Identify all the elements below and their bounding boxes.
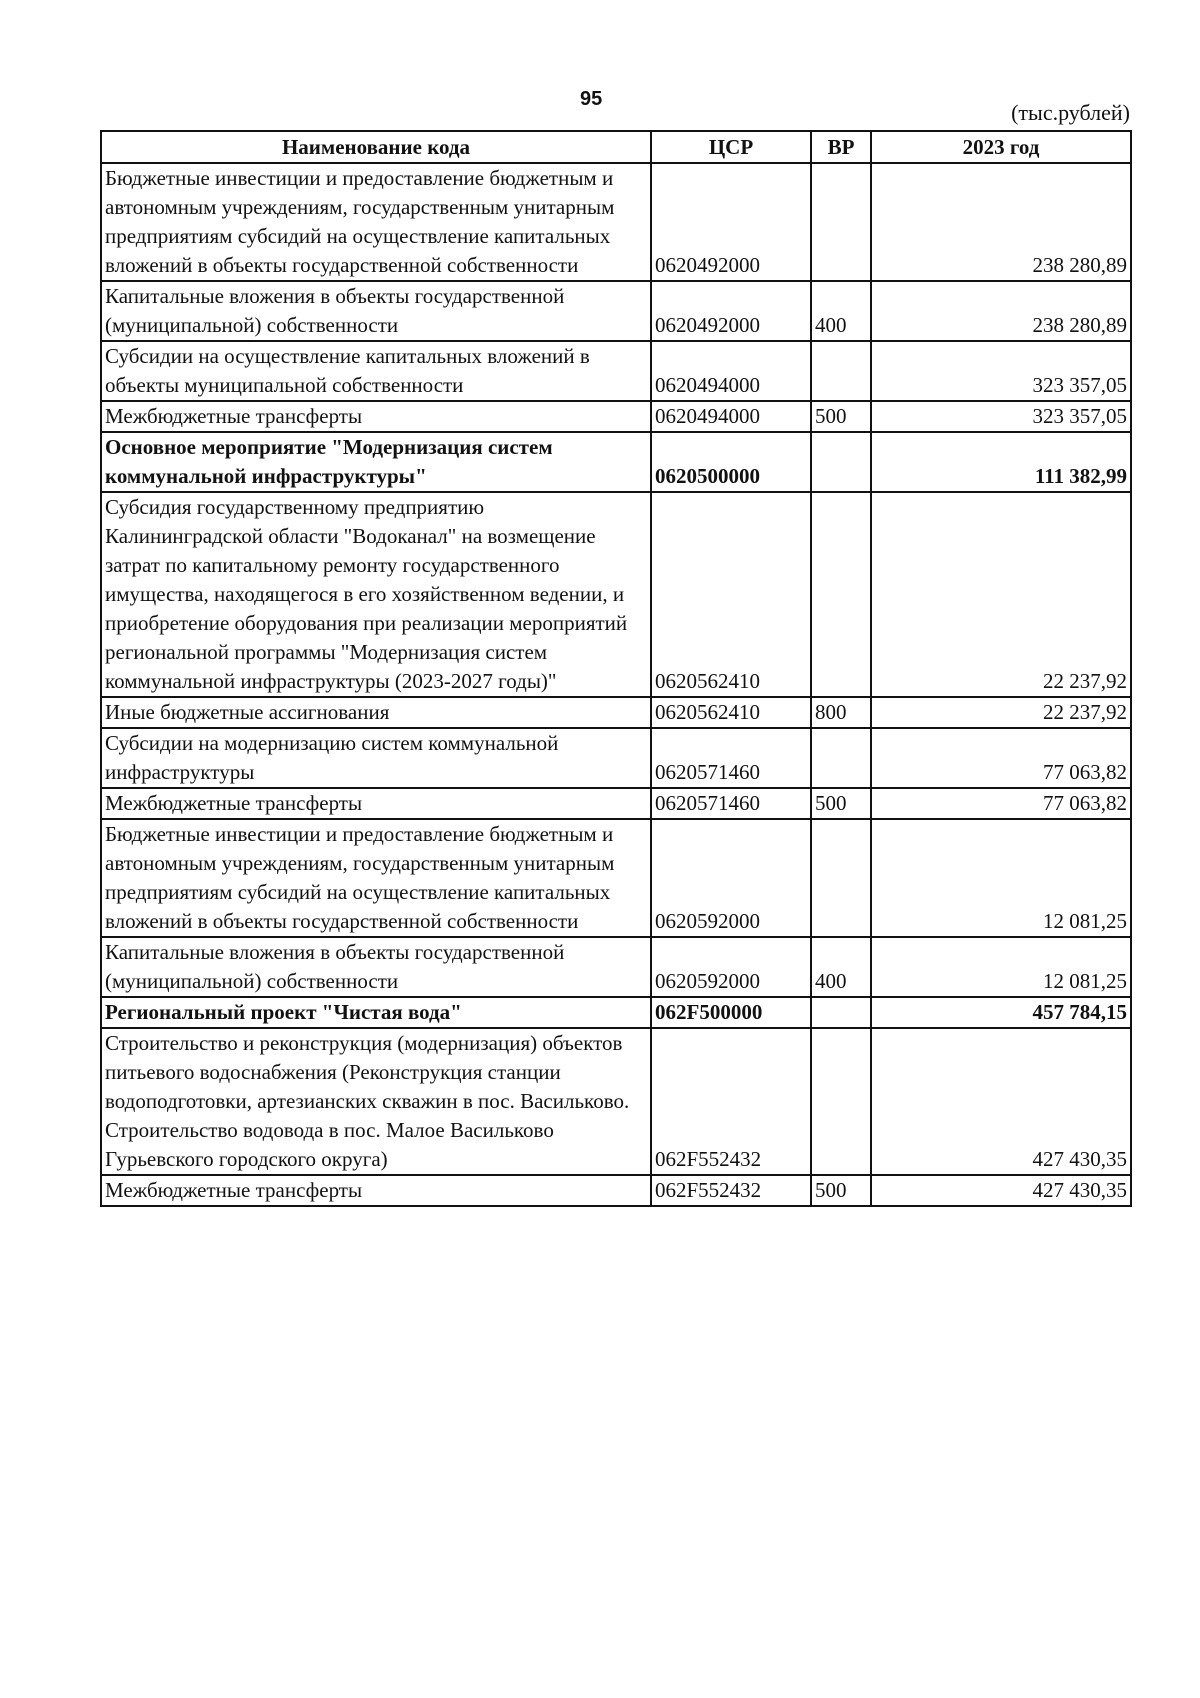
- row-vr: [811, 492, 871, 697]
- row-name: Межбюджетные трансферты: [101, 401, 651, 432]
- row-vr: 400: [811, 937, 871, 997]
- row-amount: 238 280,89: [871, 281, 1131, 341]
- row-csr: 062F552432: [651, 1175, 811, 1206]
- row-vr: 800: [811, 697, 871, 728]
- row-csr: 0620492000: [651, 163, 811, 281]
- row-amount: 77 063,82: [871, 728, 1131, 788]
- budget-table: [100, 130, 1132, 1207]
- row-csr: 0620571460: [651, 788, 811, 819]
- row-vr: 400: [811, 281, 871, 341]
- table-row: [101, 281, 1131, 341]
- table-row: [101, 492, 1131, 697]
- row-vr: [811, 163, 871, 281]
- row-csr: 062F500000: [651, 997, 811, 1028]
- table-row: [101, 697, 1131, 728]
- row-name: Иные бюджетные ассигнования: [101, 697, 651, 728]
- row-csr: 0620592000: [651, 937, 811, 997]
- table-row: [101, 432, 1131, 492]
- row-csr: 062F552432: [651, 1028, 811, 1175]
- row-amount: 12 081,25: [871, 819, 1131, 937]
- row-csr: 0620571460: [651, 728, 811, 788]
- row-vr: [811, 1028, 871, 1175]
- row-amount: 323 357,05: [871, 401, 1131, 432]
- row-vr: [811, 819, 871, 937]
- row-name: Бюджетные инвестиции и предоставление бюджетным и автономным учреждениям, государственным унитарным предприятиям субсидий на осуществление капитальных вложений в объекты государственной собственности: [101, 819, 651, 937]
- table-row: [101, 163, 1131, 281]
- row-amount: 22 237,92: [871, 492, 1131, 697]
- row-csr: 0620494000: [651, 341, 811, 401]
- table-row: [101, 401, 1131, 432]
- row-csr: 0620494000: [651, 401, 811, 432]
- row-vr: [811, 341, 871, 401]
- row-name: Субсидии на модернизацию систем коммунальной инфраструктуры: [101, 728, 651, 788]
- page-number: 95: [580, 88, 603, 110]
- row-name: Межбюджетные трансферты: [101, 788, 651, 819]
- table-row: [101, 1175, 1131, 1206]
- row-csr: 0620500000: [651, 432, 811, 492]
- table-row: [101, 728, 1131, 788]
- row-csr: 0620492000: [651, 281, 811, 341]
- row-amount: 457 784,15: [871, 997, 1131, 1028]
- row-name: Капитальные вложения в объекты государственной (муниципальной) собственности: [101, 281, 651, 341]
- table-row: [101, 788, 1131, 819]
- header-year: 2023 год: [871, 131, 1131, 163]
- row-name: Бюджетные инвестиции и предоставление бюджетным и автономным учреждениям, государственным унитарным предприятиям субсидий на осуществление капитальных вложений в объекты государственной собственности: [101, 163, 651, 281]
- row-amount: 22 237,92: [871, 697, 1131, 728]
- table-row: [101, 997, 1131, 1028]
- table-row: [101, 937, 1131, 997]
- table-row: [101, 819, 1131, 937]
- row-vr: 500: [811, 788, 871, 819]
- row-vr: 500: [811, 1175, 871, 1206]
- row-amount: 77 063,82: [871, 788, 1131, 819]
- row-csr: 0620562410: [651, 697, 811, 728]
- row-name: Субсидии на осуществление капитальных вложений в объекты муниципальной собственности: [101, 341, 651, 401]
- row-name: Межбюджетные трансферты: [101, 1175, 651, 1206]
- row-name: Региональный проект "Чистая вода": [101, 997, 651, 1028]
- table-row: [101, 1028, 1131, 1175]
- row-vr: [811, 432, 871, 492]
- row-name: Строительство и реконструкция (модернизация) объектов питьевого водоснабжения (Реконструкция станции водоподготовки, артезианских скважин в пос. Васильково. Строительство водовода в пос. Малое Васильково Гурьевского городского округа): [101, 1028, 651, 1175]
- units-label: (тыс.рублей): [1011, 100, 1130, 125]
- row-vr: [811, 728, 871, 788]
- header-name: Наименование кода: [101, 131, 651, 163]
- header-vr: ВР: [811, 131, 871, 163]
- row-name: Капитальные вложения в объекты государственной (муниципальной) собственности: [101, 937, 651, 997]
- row-amount: 111 382,99: [871, 432, 1131, 492]
- row-csr: 0620562410: [651, 492, 811, 697]
- row-amount: 238 280,89: [871, 163, 1131, 281]
- table-row: [101, 341, 1131, 401]
- row-vr: 500: [811, 401, 871, 432]
- row-amount: 427 430,35: [871, 1028, 1131, 1175]
- row-amount: 323 357,05: [871, 341, 1131, 401]
- table-header-row: [101, 131, 1131, 163]
- row-name: Субсидия государственному предприятию Калининградской области "Водоканал" на возмещение затрат по капитальному ремонту государственного имущества, находящегося в его хозяйственном ведении, и приобретение оборудования при реализации мероприятий региональной программы "Модернизация систем коммунальной инфраструктуры (2023-2027 годы)": [101, 492, 651, 697]
- header-csr: ЦСР: [651, 131, 811, 163]
- row-vr: [811, 997, 871, 1028]
- row-amount: 12 081,25: [871, 937, 1131, 997]
- row-name: Основное мероприятие "Модернизация систем коммунальной инфраструктуры": [101, 432, 651, 492]
- row-amount: 427 430,35: [871, 1175, 1131, 1206]
- row-csr: 0620592000: [651, 819, 811, 937]
